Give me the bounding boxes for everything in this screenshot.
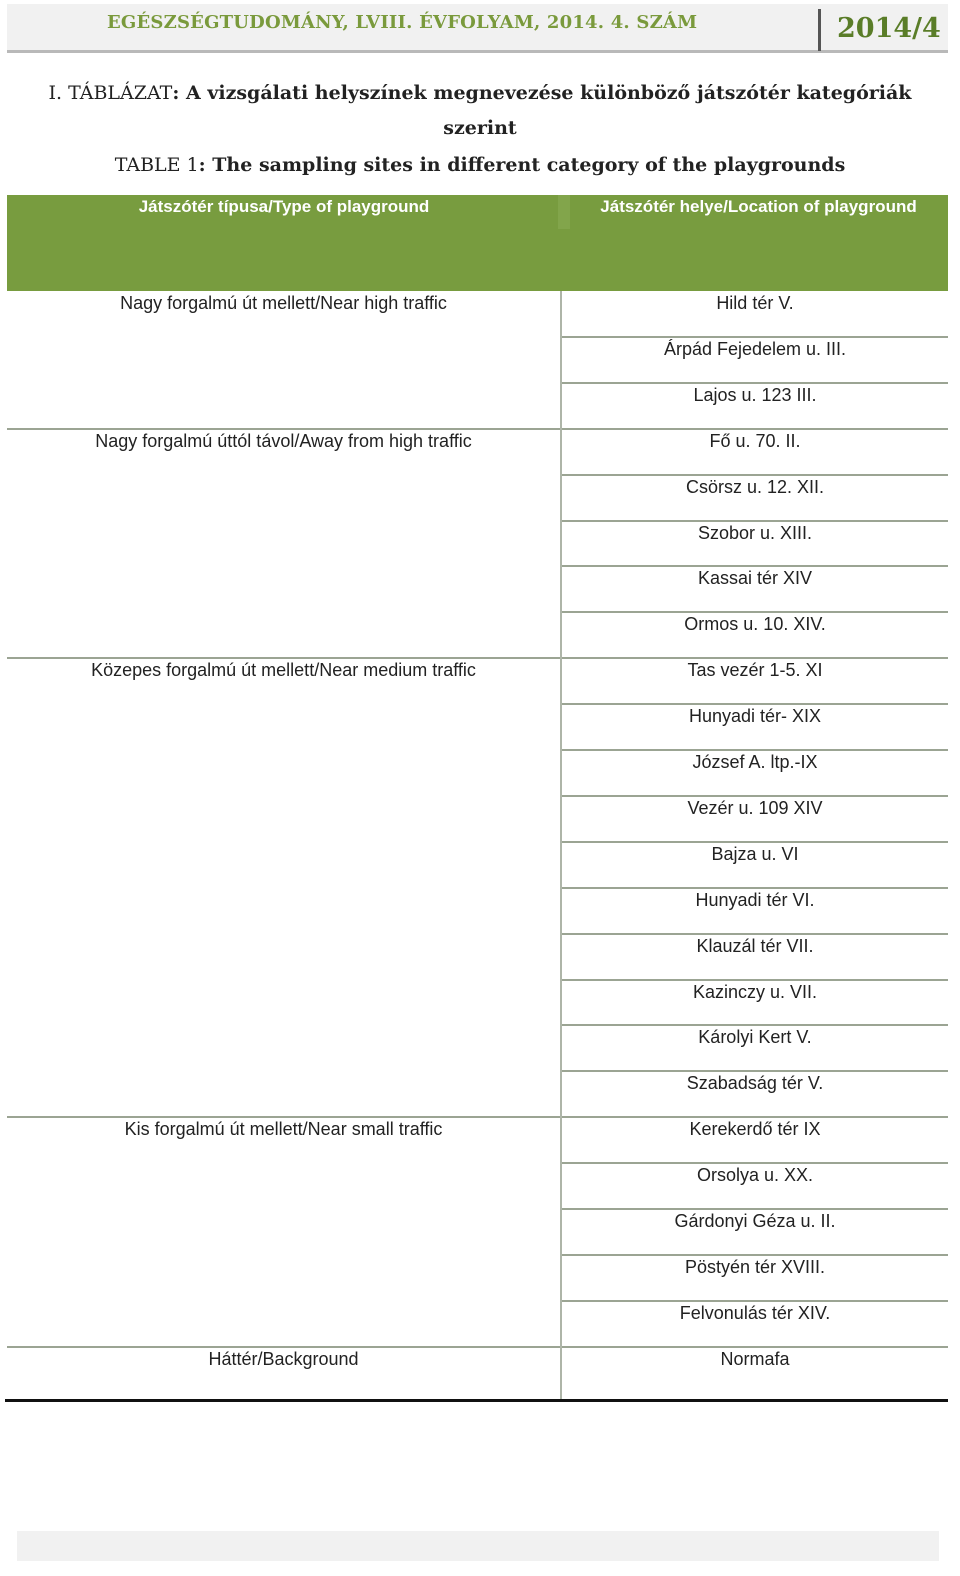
location-cell: Árpád Fejedelem u. III.: [663, 339, 847, 359]
category-cell: Háttér/Background: [208, 1349, 359, 1369]
page-footer: [17, 1531, 939, 1561]
column-divider: [560, 291, 562, 1401]
location-cell: Klauzál tér VII.: [696, 936, 814, 956]
caption-en-title: : The sampling sites in different category of the playgrounds: [198, 154, 846, 176]
caption-en-prefix: TABLE 1: [114, 154, 199, 176]
location-cell: Orsolya u. XX.: [696, 1165, 814, 1185]
table-bottom-rule: [5, 1399, 948, 1402]
category-cell: Kis forgalmú út mellett/Near small traffic: [124, 1119, 443, 1139]
location-cell: Normafa: [720, 1349, 790, 1369]
issue-box: [818, 9, 951, 51]
table-header: [7, 195, 948, 291]
location-cell: Hild tér V.: [716, 293, 794, 313]
header-location: Játszótér helye/Location of playground: [600, 197, 917, 216]
table-caption-english: [40, 150, 920, 180]
journal-title: EGÉSZSÉGTUDOMÁNY, LVIII. ÉVFOLYAM, 2014. 4. SZÁM: [107, 12, 698, 33]
issue-number: 2014/4: [837, 13, 941, 44]
location-cell: Károlyi Kert V.: [698, 1027, 812, 1047]
table-caption-hungarian: [40, 76, 920, 146]
category-cell: Közepes forgalmú út mellett/Near medium traffic: [91, 660, 476, 680]
running-header: [7, 4, 948, 53]
caption-hu-prefix: I. TÁBLÁZAT: [48, 82, 173, 104]
location-cell: Lajos u. 123 III.: [693, 385, 817, 405]
location-cell: Kazinczy u. VII.: [692, 982, 818, 1002]
location-cell: József A. ltp.-IX: [692, 752, 818, 772]
location-cell: Vezér u. 109 XIV: [687, 798, 823, 818]
location-cell: Hunyadi tér- XIX: [688, 706, 822, 726]
header-type: Játszótér típusa/Type of playground: [138, 197, 430, 216]
location-cell: Hunyadi tér VI.: [695, 890, 815, 910]
location-cell: Szobor u. XIII.: [697, 523, 813, 543]
location-cell: Kassai tér XIV: [697, 568, 813, 588]
location-cell: Tas vezér 1-5. XI: [687, 660, 823, 680]
caption-hu-title: : A vizsgálati helyszínek megnevezése különböző játszótér kategóriák szerint: [172, 82, 912, 139]
location-cell: Pöstyén tér XVIII.: [684, 1257, 826, 1277]
location-cell: Fő u. 70. II.: [709, 431, 801, 451]
category-cell: Nagy forgalmú út mellett/Near high traffic: [120, 293, 447, 313]
location-cell: Gárdonyi Géza u. II.: [674, 1211, 836, 1231]
location-cell: Csörsz u. 12. XII.: [685, 477, 825, 497]
location-cell: Szabadság tér V.: [686, 1073, 824, 1093]
category-cell: Nagy forgalmú úttól távol/Away from high traffic: [95, 431, 472, 451]
location-cell: Bajza u. VI: [711, 844, 799, 864]
location-cell: Kerekerdő tér IX: [689, 1119, 821, 1139]
location-cell: Ormos u. 10. XIV.: [684, 614, 826, 634]
location-cell: Felvonulás tér XIV.: [679, 1303, 831, 1323]
